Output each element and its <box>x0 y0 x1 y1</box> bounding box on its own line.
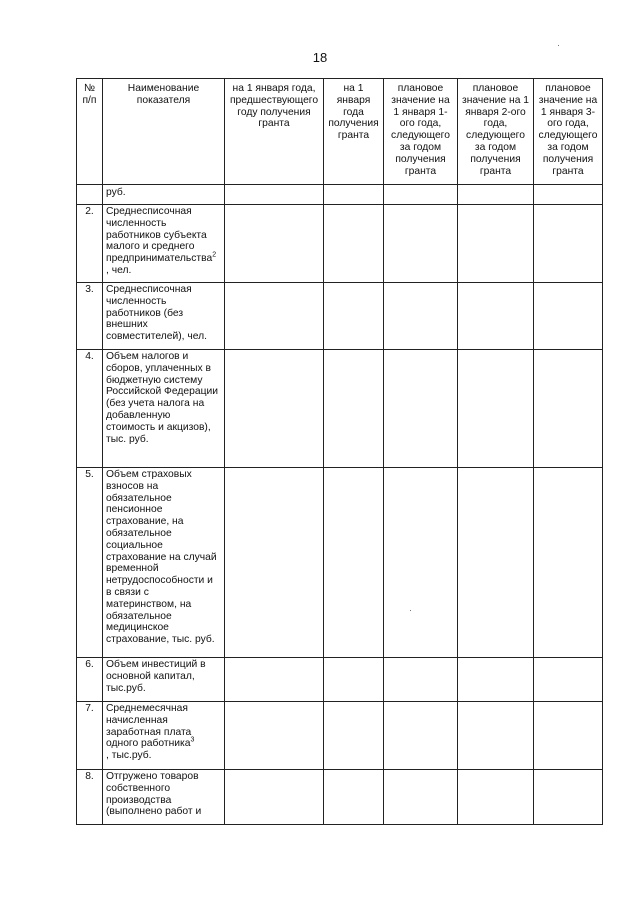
value-cell <box>225 468 324 658</box>
table-row <box>77 350 603 468</box>
header-plan-3: плановое значение на 1 января 3-ого года, следующего за годом получения гранта <box>534 79 603 185</box>
indicators-table <box>76 78 603 825</box>
row-number: 7. <box>77 702 103 770</box>
row-number: 8. <box>77 770 103 825</box>
indicator-name-text: Объем налогов и сборов, уплаченных в бюджетную систему Российской Федерации (без учета налога на добавленную стоимость и акцизов), тыс. руб. <box>106 351 218 445</box>
row-number: 4. <box>77 350 103 468</box>
indicator-name-text: Отгружено товаров собственного производства (выполнено работ и <box>106 771 202 818</box>
indicator-name <box>103 468 225 658</box>
value-cell <box>225 185 324 205</box>
row-number <box>77 185 103 205</box>
header-plan-1: плановое значение на 1 января 1-ого года, следующего за годом получения гранта <box>384 79 458 185</box>
value-cell <box>458 770 534 825</box>
value-cell <box>384 770 458 825</box>
value-cell <box>384 283 458 350</box>
value-cell <box>534 350 603 468</box>
table-row <box>77 185 603 205</box>
header-prev-year: на 1 января года, предшествующего году получения гранта <box>225 79 324 185</box>
value-cell <box>384 185 458 205</box>
row-number: 3. <box>77 283 103 350</box>
value-cell <box>225 205 324 283</box>
value-cell <box>324 185 384 205</box>
value-cell <box>458 283 534 350</box>
value-cell <box>534 185 603 205</box>
value-cell <box>324 468 384 658</box>
indicator-name <box>103 205 225 283</box>
scan-speck <box>410 610 411 611</box>
table-header-row <box>77 79 603 185</box>
indicator-name-text: руб. <box>106 187 126 198</box>
value-cell <box>384 702 458 770</box>
value-cell <box>458 468 534 658</box>
value-cell <box>534 468 603 658</box>
value-cell <box>225 702 324 770</box>
table-row <box>77 770 603 825</box>
value-cell <box>534 770 603 825</box>
value-cell <box>534 702 603 770</box>
indicator-name <box>103 702 225 770</box>
row-number: 5. <box>77 468 103 658</box>
footnote-marker: 2 <box>212 251 217 259</box>
value-cell <box>458 702 534 770</box>
value-cell <box>225 283 324 350</box>
indicator-name-text: Объем страховых взносов на обязательное пенсионное страхование, на обязательное социальное страхование на случай временной нетрудоспособности и в связи с материнством, на обязательное медицинское страхование, тыс. руб. <box>106 469 217 646</box>
indicator-name-text: Объем инвестиций в основной капитал, тыс.руб. <box>106 659 206 694</box>
value-cell <box>458 350 534 468</box>
value-cell <box>324 770 384 825</box>
indicator-name <box>103 658 225 702</box>
table-row <box>77 283 603 350</box>
value-cell <box>225 770 324 825</box>
value-cell <box>534 205 603 283</box>
indicator-unit: , тыс.руб. <box>106 750 152 762</box>
value-cell <box>324 702 384 770</box>
value-cell <box>384 350 458 468</box>
indicator-name <box>103 185 225 205</box>
header-indicator: Наименование показателя <box>103 79 225 185</box>
table-row <box>77 658 603 702</box>
value-cell <box>384 468 458 658</box>
value-cell <box>458 185 534 205</box>
indicator-name <box>103 283 225 350</box>
value-cell <box>534 658 603 702</box>
indicator-name <box>103 770 225 825</box>
value-cell <box>324 350 384 468</box>
value-cell <box>324 205 384 283</box>
row-number: 6. <box>77 658 103 702</box>
table-row <box>77 468 603 658</box>
header-grant-year: на 1 января года получения гранта <box>324 79 384 185</box>
indicator-name <box>103 350 225 468</box>
value-cell <box>225 350 324 468</box>
value-cell <box>324 658 384 702</box>
row-number: 2. <box>77 205 103 283</box>
footnote-marker: 3 <box>190 736 195 744</box>
value-cell <box>458 205 534 283</box>
header-plan-2: плановое значение на 1 января 2-ого года, следующего за годом получения гранта <box>458 79 534 185</box>
value-cell <box>384 205 458 283</box>
indicator-name-text: Среднесписочная численность работников субъекта малого и среднего предпринимательства <box>106 206 213 265</box>
indicator-name-text: Среднесписочная численность работников (без внешних совместителей), чел. <box>106 284 208 343</box>
indicator-name-text: Среднемесячная начисленная заработная плата одного работника <box>106 703 192 750</box>
value-cell <box>384 658 458 702</box>
value-cell <box>458 658 534 702</box>
scan-speck <box>558 45 559 46</box>
value-cell <box>324 283 384 350</box>
header-num: № п/п <box>77 79 103 185</box>
table-row <box>77 702 603 770</box>
value-cell <box>534 283 603 350</box>
page-number: 18 <box>312 50 328 65</box>
table-row <box>77 205 603 283</box>
indicator-unit: , чел. <box>106 264 132 276</box>
value-cell <box>225 658 324 702</box>
